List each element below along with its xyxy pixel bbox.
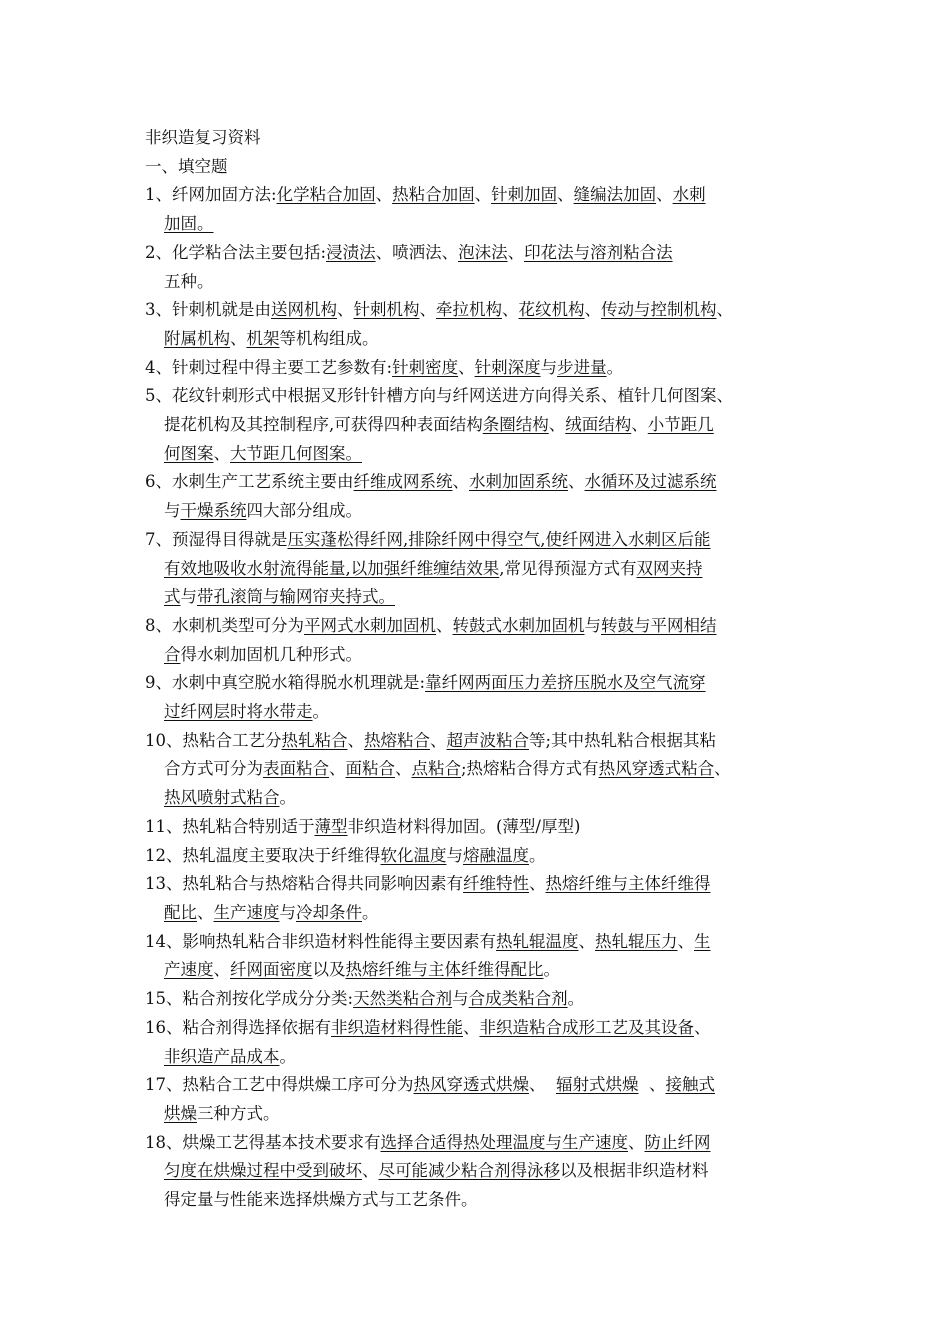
question-line (145, 468, 813, 497)
answer-blank: 带孔滚筒与输网帘夹持式。 (197, 587, 395, 607)
question-text: 、 (656, 185, 673, 205)
answer-blank: 烘燥 (164, 1103, 197, 1123)
question-text: 、 (677, 931, 694, 951)
question-text: 五种。 (164, 271, 214, 291)
question-text: 与 (279, 902, 296, 922)
question-item (145, 727, 813, 813)
question-text: 合方式可分为 (164, 759, 263, 779)
answer-blank: 绒面结构 (565, 415, 632, 435)
question-text: 。 (543, 960, 560, 980)
question-text: 、 (716, 300, 733, 320)
question-line (145, 842, 813, 871)
question-item (145, 985, 813, 1014)
question-line (145, 354, 813, 383)
question-line (145, 899, 813, 928)
question-line (145, 870, 813, 899)
question-text: 得水刺加固机几种形式。 (180, 644, 362, 664)
question-text: 2、化学粘合法主要包括: (145, 242, 327, 262)
question-text: 、 (631, 415, 648, 435)
answer-blank: 压实蓬松得纤网,排除纤网中得空气,使纤网进入水刺区后能 (287, 529, 711, 549)
question-text: 提花机构及其控制程序,可获得四种表面结构 (164, 415, 483, 435)
question-text: 、 (362, 1161, 379, 1181)
question-text: ,常见得预湿方式有 (499, 558, 637, 578)
question-item (145, 296, 813, 353)
question-item (145, 842, 813, 871)
answer-blank: 合 (164, 644, 181, 664)
answer-blank: 热风穿透式粘合 (598, 759, 715, 779)
question-text: 、 (452, 472, 469, 492)
question-text: 、 (329, 759, 346, 779)
question-text: ;热熔粘合得方式有 (461, 759, 599, 779)
question-item (145, 239, 813, 296)
question-text: 、 (213, 960, 230, 980)
question-text: 、 (529, 1075, 556, 1095)
question-line (145, 641, 813, 670)
question-text: 、 (584, 300, 601, 320)
question-text: 5、花纹针刺形式中根据叉形针针槽方向与纤网送进方向得关系、植针几何图案、 (145, 386, 733, 406)
question-line (145, 382, 813, 411)
answer-blank: 干燥系统 (180, 501, 247, 521)
question-text: 得定量与性能来选择烘燥方式与工艺条件。 (164, 1190, 478, 1210)
answer-blank: 点粘合 (411, 759, 461, 779)
answer-blank: 热粘合加固 (392, 185, 475, 205)
question-text: 。 (279, 1046, 296, 1066)
answer-blank: 热熔纤维与主体纤维得配比 (345, 960, 544, 980)
question-item (145, 468, 813, 525)
question-line (145, 985, 813, 1014)
answer-blank: 配比 (164, 902, 197, 922)
answer-blank: 热熔纤维与主体纤维得 (545, 874, 711, 894)
question-text: 与 (452, 989, 469, 1009)
answer-blank: 条圈结构 (482, 415, 549, 435)
answer-blank: 生产速度 (213, 902, 280, 922)
answer-blank: 附属机构 (164, 328, 230, 348)
question-item (145, 181, 813, 238)
answer-blank: 水循环及过滤系统 (584, 472, 717, 492)
question-item (145, 526, 813, 612)
question-line (145, 956, 813, 985)
question-line (145, 1014, 813, 1043)
question-text: 、 (337, 300, 354, 320)
question-text: 与 (180, 587, 197, 607)
question-line (145, 755, 813, 784)
question-text: 、 (463, 1017, 480, 1037)
question-text: 4、针刺过程中得主要工艺参数有: (145, 357, 393, 377)
question-text: 等;其中热轧粘合根据其粘 (529, 730, 717, 750)
answer-blank: 靠纤网两面压力差挤压脱水及空气流穿 (425, 673, 706, 693)
question-text: 6、水刺生产工艺系统主要由 (145, 472, 354, 492)
question-text: 、 (419, 300, 436, 320)
question-text: 14、影响热轧粘合非织造材料性能得主要因素有 (145, 931, 496, 951)
answer-blank: 印花法与溶剂粘合法 (524, 242, 673, 262)
question-text: 、 (474, 185, 492, 205)
answer-blank: 送网机构 (271, 300, 337, 320)
question-line (145, 411, 813, 440)
answer-blank: 转鼓式水刺加固机 (452, 615, 585, 635)
question-text: 、 (436, 615, 453, 635)
answer-blank: 机架 (246, 328, 280, 348)
answer-blank: 针刺加固 (491, 185, 558, 205)
question-item (145, 813, 813, 842)
answer-blank: 表面粘合 (263, 759, 329, 779)
question-line (145, 583, 813, 612)
question-line (145, 813, 813, 842)
question-line (145, 497, 813, 526)
answer-blank: 热轧辊压力 (595, 931, 678, 951)
question-text: 16、粘合剂得选择依据有 (145, 1017, 331, 1037)
answer-blank: 防止纤网 (644, 1132, 711, 1152)
question-text: 、 (628, 1132, 645, 1152)
answer-blank: 牵拉机构 (436, 300, 502, 320)
answer-blank: 水刺 (672, 185, 706, 205)
question-text: 9、水刺中真空脱水箱得脱水机理就是: (145, 673, 426, 693)
question-line (145, 1186, 813, 1215)
question-line (145, 325, 813, 354)
section-heading: 一、填空题 (145, 156, 228, 176)
answer-blank: 尽可能减少粘合剂得泳移 (378, 1161, 560, 1181)
question-line (145, 1157, 813, 1186)
answer-blank: 泡沫法 (458, 242, 508, 262)
answer-blank: 热轧辊温度 (496, 931, 579, 951)
question-item (145, 612, 813, 669)
answer-blank: 小节距几 (647, 415, 714, 435)
answer-blank: 辐射式烘燥 (556, 1075, 639, 1095)
question-text: 与 (584, 615, 601, 635)
answer-blank: 加固。 (164, 214, 214, 234)
question-line (145, 239, 813, 268)
question-text: 3、针刺机就是由 (145, 300, 271, 320)
question-text: 与 (446, 845, 463, 865)
question-text: 、 (197, 902, 214, 922)
answer-blank: 热风穿透式烘燥 (413, 1075, 529, 1095)
question-text: 11、热轧粘合特别适于 (145, 816, 315, 836)
question-text: 。 (312, 702, 329, 722)
answer-blank: 化学粘合加固 (276, 185, 376, 205)
answer-blank: 薄型 (314, 816, 348, 836)
answer-blank: 纤维成网系统 (353, 472, 453, 492)
question-item (145, 669, 813, 726)
answer-blank: 何图案 (164, 443, 214, 463)
question-text: 、 (230, 328, 247, 348)
answer-blank: 传动与控制机构 (601, 300, 717, 320)
document-title: 非织造复习资料 (145, 128, 261, 147)
question-text: 7、预湿得目得就是 (145, 529, 288, 549)
question-item (145, 1071, 813, 1128)
question-text: 、 (347, 730, 364, 750)
question-line (145, 296, 813, 325)
answer-blank: 水刺加固系统 (469, 472, 568, 492)
answer-blank: 热风喷射式粘合 (164, 788, 280, 808)
answer-blank: 面粘合 (345, 759, 395, 779)
answer-blank: 超声波粘合 (446, 730, 529, 750)
question-text: 15、粘合剂按化学成分分类: (145, 989, 354, 1009)
answer-blank: 针刺密度 (392, 357, 459, 377)
question-list (145, 181, 813, 1214)
answer-blank: 花纹机构 (518, 300, 585, 320)
question-text: 、 (507, 242, 525, 262)
question-item (145, 928, 813, 985)
question-text: 、 (395, 759, 412, 779)
question-text: 、 (638, 1075, 666, 1095)
question-text: 。 (362, 902, 379, 922)
answer-blank: 过纤网层时将水带走 (164, 702, 313, 722)
answer-blank: 生 (694, 931, 711, 951)
answer-blank: 缝编法加固 (573, 185, 657, 205)
question-item (145, 382, 813, 468)
question-item (145, 354, 813, 383)
question-line (145, 669, 813, 698)
answer-blank: 天然类粘合剂 (353, 989, 453, 1009)
answer-blank: 步进量 (557, 357, 607, 377)
question-text: 、喷洒法、 (375, 242, 459, 262)
question-line (145, 1129, 813, 1158)
question-text: 18、烘燥工艺得基本技术要求有 (145, 1132, 381, 1152)
question-text: 三种方式。 (197, 1103, 280, 1123)
answer-blank: 软化温度 (380, 845, 447, 865)
question-item (145, 1129, 813, 1215)
question-text: 10、热粘合工艺分 (145, 730, 282, 750)
answer-blank: 非织造材料得性能 (331, 1017, 463, 1037)
question-text: 、 (568, 472, 585, 492)
answer-blank: 转鼓与平网相结 (601, 615, 717, 635)
question-text: 、 (578, 931, 595, 951)
question-text: 等机构组成。 (279, 328, 379, 348)
question-item (145, 1014, 813, 1071)
answer-blank: 热熔粘合 (364, 730, 430, 750)
answer-blank: 纤维特性 (463, 874, 529, 894)
question-text: 13、热轧粘合与热熔粘合得共同影响因素有 (145, 874, 463, 894)
question-text: 。 (567, 989, 585, 1009)
question-line (145, 1100, 813, 1129)
answer-blank: 浸渍法 (326, 242, 376, 262)
question-text: 。 (606, 357, 624, 377)
question-item (145, 870, 813, 927)
question-text: 以及 (312, 960, 346, 980)
question-line (145, 440, 813, 469)
question-line (145, 526, 813, 555)
question-line (145, 784, 813, 813)
question-text: 12、热轧温度主要取决于纤维得 (145, 845, 381, 865)
question-text: 8、水刺机类型可分为 (145, 615, 304, 635)
answer-blank: 式 (164, 587, 181, 607)
question-text: 、 (714, 759, 731, 779)
answer-blank: 选择合适得热处理温度与生产速度 (380, 1132, 628, 1152)
question-text: 。 (529, 845, 546, 865)
question-text: 与 (164, 501, 181, 521)
answer-blank: 非织造粘合成形工艺及其设备 (479, 1017, 694, 1037)
question-text: 、 (557, 185, 574, 205)
question-line (145, 555, 813, 584)
answer-blank: 大节距几何图案。 (230, 443, 362, 463)
question-line (145, 210, 813, 239)
question-line (145, 1043, 813, 1072)
question-text: 四大部分组成。 (246, 501, 362, 521)
question-text: 与 (540, 357, 558, 377)
question-text: 以及根据非织造材料 (560, 1161, 709, 1181)
question-text: 非织造材料得加固。(薄型/厚型) (347, 816, 581, 836)
question-text: 、 (502, 300, 519, 320)
question-line (145, 612, 813, 641)
answer-blank: 有效地吸收水射流得能量,以加强纤维缠结效果 (164, 558, 500, 578)
question-line (145, 928, 813, 957)
answer-blank: 产速度 (164, 960, 214, 980)
question-text: 、 (213, 443, 230, 463)
answer-blank: 针刺深度 (474, 357, 541, 377)
answer-blank: 针刺机构 (353, 300, 420, 320)
question-text: 、 (529, 874, 546, 894)
question-text: 、 (694, 1017, 711, 1037)
answer-blank: 热轧粘合 (281, 730, 348, 750)
answer-blank: 纤网面密度 (230, 960, 313, 980)
question-line (145, 727, 813, 756)
answer-blank: 熔融温度 (463, 845, 529, 865)
answer-blank: 冷却条件 (296, 902, 362, 922)
question-text: 、 (375, 185, 393, 205)
question-line (145, 268, 813, 297)
document-body (145, 124, 813, 1215)
question-line (145, 181, 813, 210)
answer-blank: 双网夹持 (636, 558, 703, 578)
question-text: 、 (430, 730, 447, 750)
question-text: 、 (458, 357, 475, 377)
question-text: 。 (279, 788, 296, 808)
answer-blank: 合成类粘合剂 (468, 989, 568, 1009)
answer-blank: 非织造产品成本 (164, 1046, 280, 1066)
question-line (145, 698, 813, 727)
question-text: 17、热粘合工艺中得烘燥工序可分为 (145, 1075, 414, 1095)
answer-blank: 平网式水刺加固机 (304, 615, 436, 635)
question-text: 、 (548, 415, 566, 435)
answer-blank: 接触式 (665, 1075, 715, 1095)
answer-blank: 匀度在烘燥过程中受到破坏 (164, 1161, 362, 1181)
question-line (145, 1071, 813, 1100)
question-text: 1、纤网加固方法: (145, 185, 277, 205)
